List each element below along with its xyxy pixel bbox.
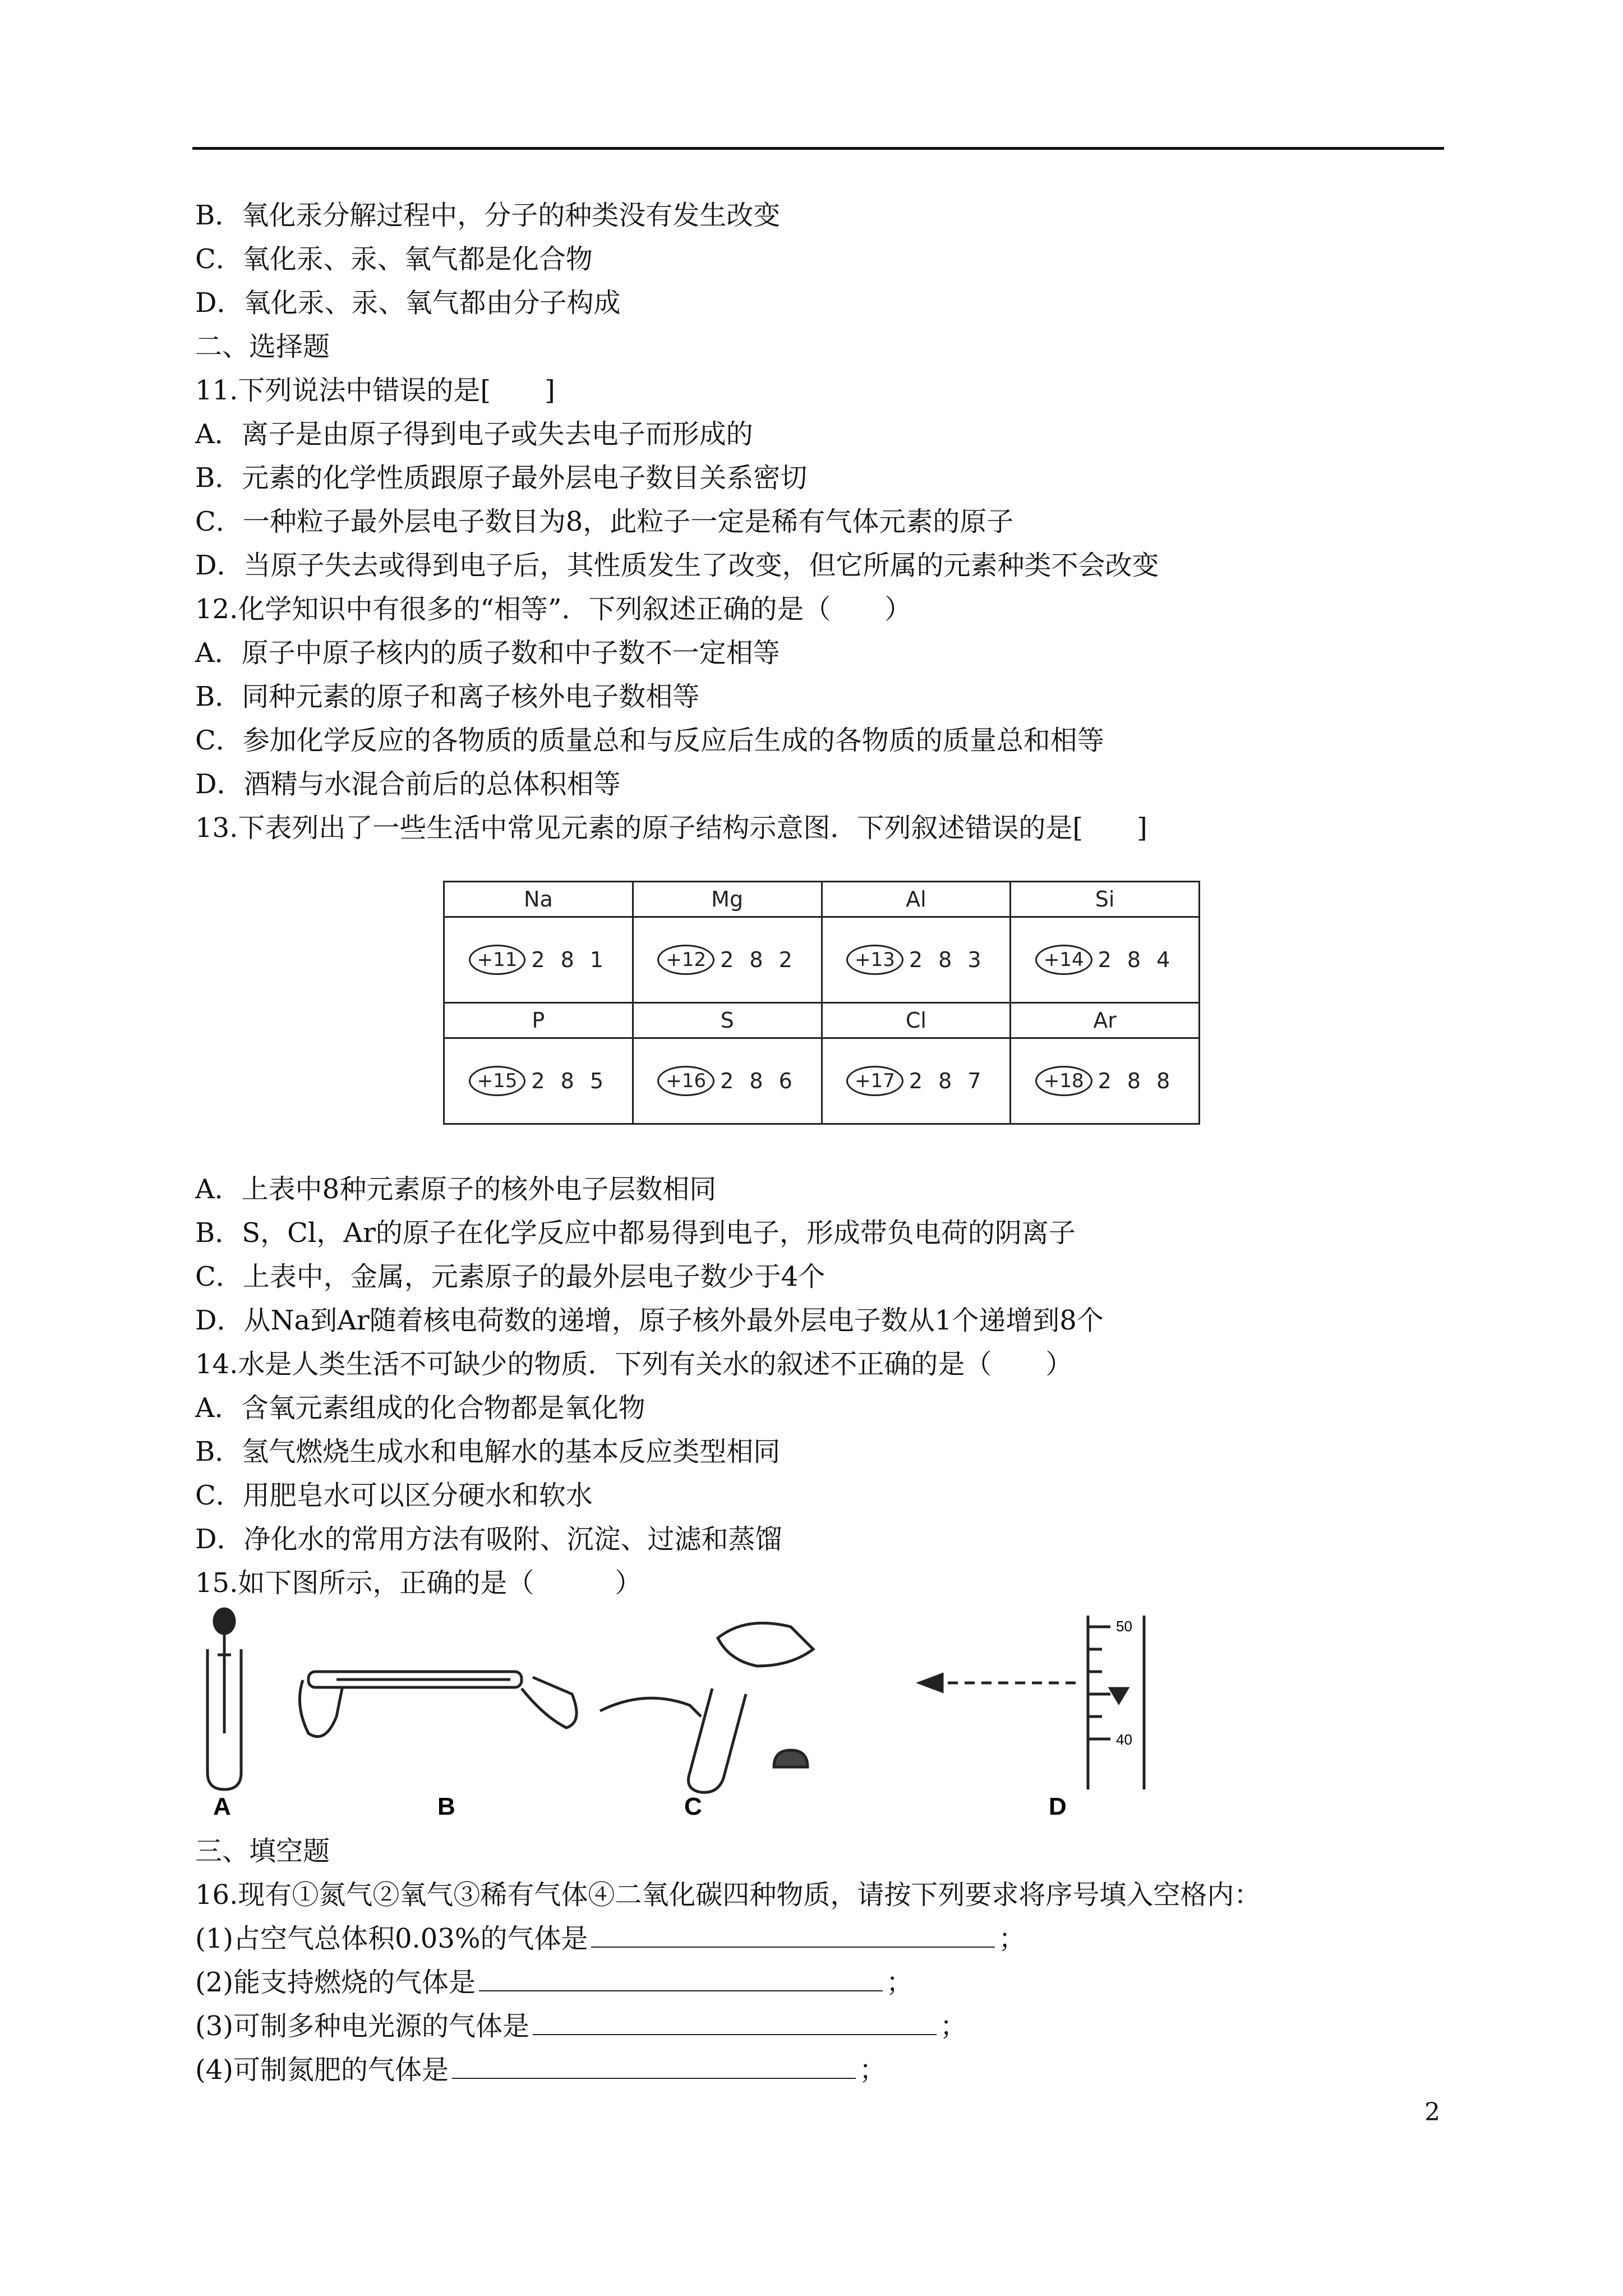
atom-diagram [1011,1038,1200,1124]
q16-item-1 [195,1922,1026,1955]
nucleus-charge: +16 [657,1066,714,1096]
q11-option-d: D．当原子失去或得到电子后，其性质发生了改变，但它所属的元素种类不会改变 [195,550,1159,581]
atom-diagram [822,917,1011,1003]
q16-item-2 [195,1966,913,1999]
atom-diagram [444,917,633,1003]
figure-d-reading-cylinder [920,1616,1144,1789]
figure-label-d: D [1049,1793,1067,1818]
q16-item-4-text: (4)可制氮肥的气体是 [195,2054,449,2086]
q11-stem: 11.下列说法中错误的是[ ] [195,375,555,406]
cylinder-tick-bottom: 40 [1116,1731,1132,1748]
section-choice-heading: 二、选择题 [195,331,330,362]
q13-option-c: C．上表中，金属，元素原子的最外层电子数少于4个 [195,1261,826,1292]
q16-item-1-text: (1)占空气总体积0.03%的气体是 [195,1923,588,1954]
atom-diagram [822,1038,1011,1124]
q14-option-c: C．用肥皂水可以区分硬水和软水 [195,1480,593,1511]
answer-blank[interactable] [479,1968,883,1991]
electron-shells: 2 8 8 [1098,1069,1175,1093]
figure-label-c: C [684,1793,702,1818]
nucleus-charge: +12 [657,945,714,975]
nucleus-charge: +15 [469,1066,526,1096]
q12-stem: 12.化学知识中有很多的“相等”．下列叙述正确的是（ ） [195,593,912,625]
electron-shells: 2 8 5 [531,1069,608,1093]
q11-option-c: C．一种粒子最外层电子数目为8，此粒子一定是稀有气体元素的原子 [195,506,1014,537]
section-fill-heading: 三、填空题 [195,1835,330,1867]
atom-diagram [633,917,822,1003]
q16-item-4-end: ； [859,2054,887,2086]
element-symbol: Ar [1011,1003,1200,1038]
q12-option-b: B．同种元素的原子和离子核外电子数相等 [195,681,700,712]
electron-shells: 2 8 6 [720,1069,797,1093]
q11-option-a: A．离子是由原子得到电子或失去电子而形成的 [195,418,753,450]
nucleus-charge: +17 [846,1066,903,1096]
electron-shells: 2 8 7 [909,1069,986,1093]
q16-item-3 [195,2009,967,2043]
atomic-structure-table [443,881,1200,1125]
figure-label-a: A [213,1793,231,1818]
page-number: 2 [1424,2098,1440,2127]
q16-item-4 [195,2053,886,2087]
figure-label-b: B [437,1793,455,1818]
figure-c-pouring-into-tube [600,1623,813,1792]
element-symbol: S [633,1003,822,1038]
q16-item-2-end: ； [886,1967,914,1998]
q14-option-b: B．氢气燃烧生成水和电解水的基本反应类型相同 [195,1436,781,1467]
answer-blank[interactable] [452,2055,856,2079]
element-symbol: Si [1011,882,1200,917]
element-symbol: Mg [633,882,822,917]
q13-option-d: D．从Na到Ar随着核电荷数的递增，原子核外最外层电子数从1个递增到8个 [195,1305,1104,1336]
element-symbol: Cl [822,1003,1011,1038]
q16-item-1-end: ； [998,1923,1026,1954]
answer-blank[interactable] [533,2012,937,2035]
q11-option-b: B．元素的化学性质跟原子最外层电子数目关系密切 [195,462,808,494]
q16-item-3-end: ； [940,2010,967,2042]
element-symbol: P [444,1003,633,1038]
electron-shells: 2 8 4 [1098,947,1175,972]
q13-option-a: A．上表中8种元素原子的核外电子层数相同 [195,1174,717,1205]
q14-option-d: D．净化水的常用方法有吸附、沉淀、过滤和蒸馏 [195,1524,782,1555]
nucleus-charge: +14 [1035,945,1092,975]
atom-diagram [444,1038,633,1124]
q13-stem: 13.下表列出了一些生活中常见元素的原子结构示意图．下列叙述错误的是[ ] [195,812,1147,844]
figure-a-dropper-in-tube [208,1609,241,1789]
q12-option-a: A．原子中原子核内的质子数和中子数不一定相等 [195,637,780,669]
figure-b-hands-holding-tube [299,1672,577,1737]
q16-item-3-text: (3)可制多种电光源的气体是 [195,2010,529,2042]
q16-item-2-text: (2)能支持燃烧的气体是 [195,1967,476,1998]
q14-option-a: A．含氧元素组成的化合物都是氧化物 [195,1392,645,1424]
cylinder-tick-top: 50 [1116,1618,1132,1635]
q10-option-b: B．氧化汞分解过程中，分子的种类没有发生改变 [195,200,781,231]
q13-option-b: B．S，Cl，Ar的原子在化学反应中都易得到电子，形成带负电荷的阴离子 [195,1217,1076,1249]
electron-shells: 2 8 3 [909,947,986,972]
q15-figure [196,1604,1206,1818]
q10-option-d: D．氧化汞、汞、氧气都由分子构成 [195,287,621,319]
nucleus-charge: +13 [846,945,903,975]
answer-blank[interactable] [591,1924,995,1948]
atom-diagram [633,1038,822,1124]
q14-stem: 14.水是人类生活不可缺少的物质．下列有关水的叙述不正确的是（ ） [195,1349,1073,1380]
q15-stem: 15.如下图所示，正确的是（ ） [195,1567,642,1599]
header-rule [192,147,1444,150]
electron-shells: 2 8 1 [531,947,608,972]
q12-option-d: D．酒精与水混合前后的总体积相等 [195,769,621,800]
nucleus-charge: +18 [1035,1066,1092,1096]
q10-option-c: C．氧化汞、汞、氧气都是化合物 [195,243,593,275]
lab-operations-illustration [196,1604,1206,1818]
element-symbol: Al [822,882,1011,917]
q12-option-c: C．参加化学反应的各物质的质量总和与反应后生成的各物质的质量总和相等 [195,725,1104,756]
q16-stem: 16.现有①氮气②氧气③稀有气体④二氧化碳四种物质，请按下列要求将序号填入空格内： [195,1879,1261,1911]
electron-shells: 2 8 2 [720,947,797,972]
atom-diagram [1011,917,1200,1003]
nucleus-charge: +11 [469,945,526,975]
element-symbol: Na [444,882,633,917]
